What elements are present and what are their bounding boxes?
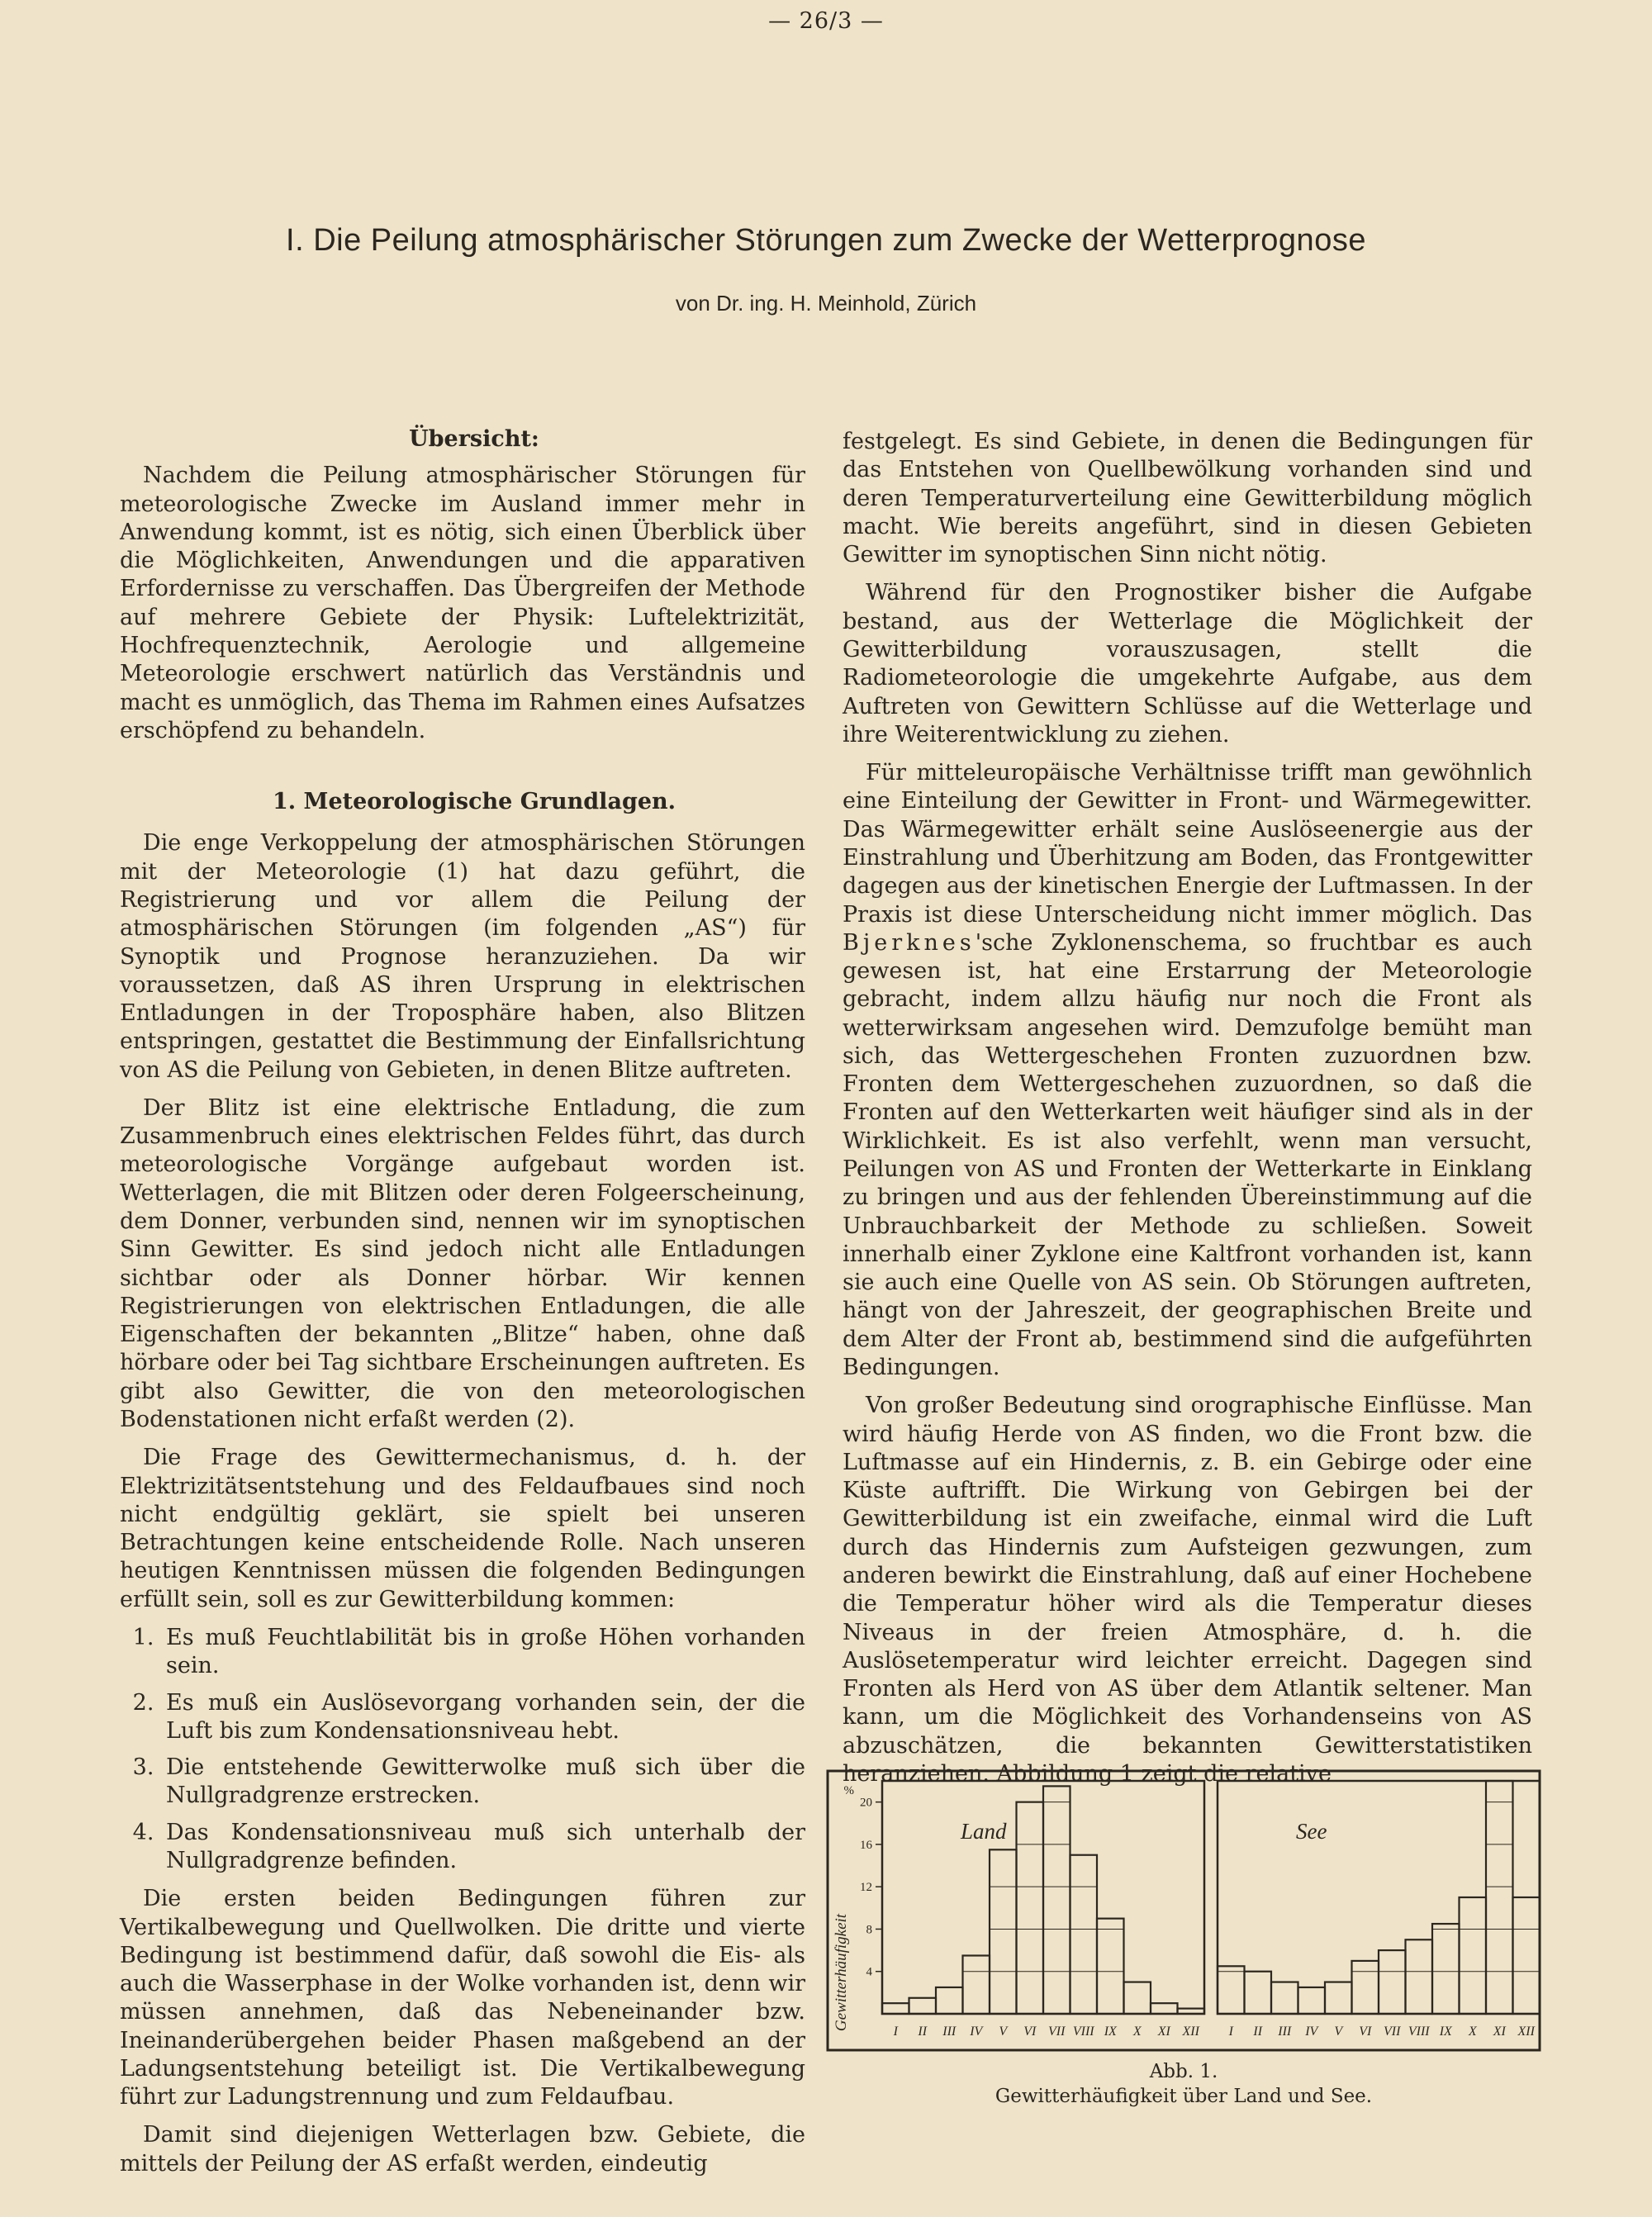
body-paragraph: Der Blitz ist eine elektrische Entladung, die zum Zusammenbruch eines elektrischen Feldes führt, das durch meteorologische Vorgänge aufgebaut worden ist. Wetterlagen, die mit Blitzen oder deren Folgeerscheinung, dem Donner, verbunden sind, nennen wir im synoptischen Sinn Gewitter. Es sind jedoch nicht alle Entladungen sichtbar oder als Donner hörbar. Wir kennen Registrierungen von elektrischen Entladungen, die alle Eigenschaften der bekannten „Blitze“ haben, ohne daß hörbare oder bei Tag sichtbare Erscheinungen auftreten. Es gibt also Gewitter, die von den meteorologischen Bodenstationen nicht erfaßt werden (2). [120,1094,805,1432]
body-paragraph: Damit sind diejenigen Wetterlagen bzw. Gebiete, die mittels der Peilung der AS erfaßt werden, eindeutig [120,2122,805,2177]
bar-IV [963,1956,990,2015]
x-tick-label: XII [1182,2025,1199,2039]
body-paragraph: Von großer Bedeutung sind orographische Einflüsse. Man wird häufig Herde von AS finden, wo die Front bzw. die Luftmasse auf ein Hindernis, z. B. ein Gebirge oder eine Küste auftrifft. Die Wirkung von Gebirgen bei der Gewitterbildung ist ein zweifache, einmal wird die Luft durch das Hindernis zum Aufsteigen gezwungen, zum anderen bewirkt die Einstrahlung, daß auf einer Hochebene die Temperatur höher wird als die Temperatur dieses Niveaus in der freien Atmosphäre, d. h. die Auslösetemperatur wird leichter erreicht. Dagegen sind Fronten als Herd von AS über dem Atlantik seltener. Man kann, um die Möglichkeit des Vorhandenseins von AS abzuschätzen, die bekannten Gewitterstatistiken heranziehen. Abbildung 1 zeigt die relative [843,1393,1532,1787]
section-heading: 1. Meteorologische Grundlagen. [272,789,676,815]
bar-VI [1017,1802,1044,2014]
bar-IV [1298,1987,1326,2014]
overview-text: Nachdem die Peilung atmosphärischer Störungen für meteorologische Zwecke im Ausland immer mehr in Anwendung kommt, ist es nötig, sich einen Überblick über die Möglichkeiten, Anwendungen und die apparativen Erfordernisse zu verschaffen. Das Übergreifen der Methode auf mehrere Gebiete der Physik: Luftelektrizität, Hochfrequenztechnik, Aerologie und allgemeine Meteorologie erschwert natürlich das Verständnis und macht es unmöglich, das Thema im Rahmen eines Aufsatzes erschöpfend zu behandeln. [120,463,805,743]
x-tick-label: IX [1104,2025,1117,2039]
y-tick-label: 4 [866,1965,872,1979]
condition-item: 4. Das Kondensationsniveau muß sich unterhalb der Nullgradgrenze befinden. [161,1819,805,1876]
body-paragraph: Während für den Prognostiker bisher die Aufgabe bestand, aus der Wetterlage die Möglichkeit der Gewitterbildung vorauszusagen, stellt die Radiometeorologie die umgekehrte Aufgabe, aus dem Auftreten von Gewittern Schlüsse auf die Wetterlage und ihre Weiterentwicklung zu ziehen. [843,580,1532,748]
text-run: Für mitteleuropäische Verhältnisse trifft man gewöhnlich eine Einteilung der Gewitter in Front- und Wärmegewitter. Das Wärmegewitter erhält seine Auslöseenergie aus der Einstrahlung und Überhitzung am Boden, das Frontgewitter dagegen aus der kinetischen Energie der Luftmassen. In der Praxis ist diese Unterscheidung nicht immer möglich. Das [843,760,1532,928]
bar-I [882,2003,909,2014]
x-tick-label: VI [1023,2025,1037,2039]
y-tick-label: 20 [860,1796,872,1810]
article-title: I. Die Peilung atmosphärischer Störungen zum Zwecke der Wetterprognose [286,223,1366,258]
x-tick-label: V [1334,2025,1343,2039]
bar-III [1271,1982,1298,2014]
y-axis-label: Gewitterhäufigkeit [833,1913,850,2032]
bar-IX [1432,1924,1460,2014]
conditions-list [120,1624,805,1875]
bar-I [1218,1966,1245,2014]
x-tick-label: VII [1048,2025,1066,2039]
x-tick-label: VII [1384,2025,1401,2039]
bar-VI [1352,1961,1379,2014]
x-tick-label: I [893,2025,898,2039]
body-paragraph: Die ersten beiden Bedingungen führen zur Vertikalbewegung und Quellwolken. Die dritte und vierte Bedingung ist bestimmend dafür, daß sowohl die Eis- als auch die Wasserphase in der Wolke vorhanden ist, denn wir müssen annehmen, daß das Nebeneinander bzw. Ineinanderübergehen beider Phasen maßgebend an der Ladungsentstehung beteiligt ist. Die Vertikalbewegung führt zur Ladungstrennung und zum Feldaufbau. [120,1886,805,2110]
body-paragraph [843,759,1532,1382]
x-tick-label: XI [1157,2025,1170,2039]
figure-caption [816,2060,1551,2110]
bar-X [1124,1982,1151,2014]
bar-VII [1043,1786,1070,2014]
person-name: Bjerknes [843,929,976,956]
y-tick-label: 12 [860,1881,872,1895]
x-tick-label: II [918,2025,928,2039]
bar-XI [1151,2003,1178,2014]
body-paragraph: festgelegt. Es sind Gebiete, in denen die Bedingungen für das Entstehen von Quellbewölkung vorhanden sind und deren Temperaturverteilung eine Gewitterbildung möglich macht. Wie bereits angeführt, sind in diesen Gebieten Gewitter im synoptischen Sinn nicht nötig. [843,429,1532,568]
bar-IX [1097,1919,1124,2014]
body-paragraph: Die Frage des Gewittermechanismus, d. h. der Elektrizitätsentstehung und des Feldaufbaues sind noch nicht endgültig geklärt, sie spielt bei unseren Betrachtungen keine entscheidende Rolle. Nach unseren heutigen Kenntnissen müssen die folgenden Bedingungen erfüllt sein, soll es zur Gewitterbildung kommen: [120,1445,805,1612]
bar-XII [1178,2009,1205,2014]
y-tick-label: 8 [866,1923,872,1937]
x-tick-label: III [1278,2025,1292,2039]
x-tick-label: X [1468,2025,1477,2039]
left-column [120,425,805,2188]
y-tick-label: 16 [860,1838,872,1852]
body-paragraph: Die enge Verkoppelung der atmosphärischen Störungen mit der Meteorologie (1) hat dazu geführt, die Registrierung und vor allem die Peilung der atmosphärischen Störungen (im folgenden „AS“) für Synoptik und Prognose heranzuziehen. Da wir voraussetzen, daß AS ihren Ursprung in elektrischen Entladungen in der Troposphäre haben, also Blitzen entspringen, gestattet die Bestimmung der Einfallsrichtung von AS die Peilung von Gebieten, in denen Blitze auftreten. [120,830,805,1083]
x-tick-label: IV [1305,2025,1318,2039]
condition-item: 2. Es muß ein Auslösevorgang vorhanden sein, der die Luft bis zum Kondensationsniveau hebt. [161,1689,805,1746]
figure-caption-text: Gewitterhäufigkeit über Land und See. [995,2085,1373,2107]
x-tick-label: XI [1493,2025,1506,2039]
bar-II [1245,1972,1272,2014]
bar-VII [1379,1950,1406,2014]
thunderstorm-frequency-chart [816,1766,1551,2057]
condition-item: 3. Die entstehende Gewitterwolke muß sich über die Nullgradgrenze erstrecken. [161,1754,805,1811]
bar-VIII [1070,1855,1098,2014]
x-tick-label: V [999,2025,1008,2039]
x-tick-label: XII [1517,2025,1535,2039]
figure-number: Abb. 1. [1149,2061,1218,2082]
x-tick-label: II [1253,2025,1263,2039]
bar-XII [1513,1897,1540,2014]
x-tick-label: I [1228,2025,1233,2039]
x-tick-label: VI [1359,2025,1372,2039]
bar-X [1460,1897,1487,2014]
x-tick-label: X [1132,2025,1142,2039]
x-tick-label: VIII [1072,2025,1094,2039]
figure [816,1766,1551,2110]
text-run: 'sche Zyklonenschema, so fruchtbar es auch gewesen ist, hat eine Erstarrung der Meteorologie gebracht, indem allzu häufig nur noch die Front als wetterwirksam angesehen wird. Demzufolge bemüht man sich, das Wettergeschehen Fronten zuzuordnen bzw. Fronten dem Wettergeschehen zuzuordnen, so daß die Fronten auf den Wetterkarten weit häufiger sind als in der Wirklichkeit. Es ist also verfehlt, wenn man versucht, Peilungen von AS und Fronten der Wetterkarte in Einklang zu bringen und aus der fehlenden Übereinstimmung auf die Unbrauchbarkeit der Methode zu schließen. Soweit innerhalb einer Zyklone eine Kaltfront vorhanden ist, kann sie auch eine Quelle von AS sein. Ob Störungen auftreten, hängt von der Jahreszeit, der geographischen Breite und dem Alter der Front ab, bestimmend sind die aufgeführten Bedingungen. [843,929,1532,1380]
condition-item: 1. Es muß Feuchtlabilität bis in große Höhen vorhanden sein. [161,1624,805,1681]
bar-V [990,1849,1017,2014]
page-number: — 26/3 — [768,8,884,34]
right-column [843,428,1532,1798]
x-tick-label: III [942,2025,957,2039]
y-unit-label: % [843,1784,854,1797]
overview-heading: Übersicht: [409,426,539,452]
panel-title-see: See [1296,1819,1327,1844]
bar-VIII [1406,1939,1433,2014]
bar-III [936,1987,963,2014]
bar-XI [1486,1781,1513,2014]
panel-title-land: Land [961,1819,1007,1844]
bar-II [909,1998,937,2014]
x-tick-label: VIII [1408,2025,1430,2039]
x-tick-label: IX [1439,2025,1452,2039]
bar-V [1325,1982,1352,2014]
author-line: von Dr. ing. H. Meinhold, Zürich [675,291,977,316]
x-tick-label: IV [970,2025,983,2039]
